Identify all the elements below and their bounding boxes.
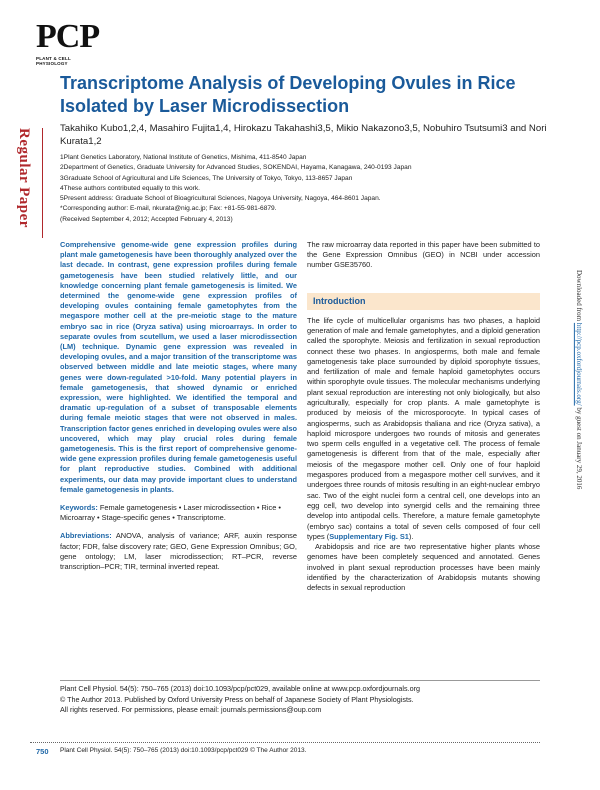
received-dates: (Received September 4, 2012; Accepted February 4, 2013) [60, 215, 233, 223]
copyright-footnote: © The Author 2013. Published by Oxford University Press on behalf of Japanese Society of Plant Physiologists. [60, 694, 414, 704]
footnotes [60, 684, 540, 716]
section-label [15, 128, 39, 248]
paragraph: Arabidopsis and rice are two representative higher plants whose genomes have been completely sequenced and annotated. Genes involved in plant sexual reproduction processes have been mainly identified by the characterization of Arabidopsis mutants showing defects in sexual reproduction [307, 542, 540, 593]
affiliation: 2Department of Genetics, Graduate University for Advanced Studies, SOKENDAI, Hayama, Kanagawa, 240-0193 Japan [60, 164, 412, 172]
affiliation: 1Plant Genetics Laboratory, National Institute of Genetics, Mishima, 411-8540 Japan [60, 154, 307, 161]
article-title: Transcriptome Analysis of Developing Ovules in Rice Isolated by Laser Microdissection [60, 73, 516, 116]
logo-text: PCP [36, 18, 100, 55]
introduction-heading: Introduction [307, 293, 540, 310]
citation-footnote: Plant Cell Physiol. 54(5): 750–765 (2013) doi:10.1093/pcp/pct029, available online at www.pcp.oxfordjournals.org [60, 684, 420, 693]
introduction-body [307, 316, 540, 594]
affiliation: 5Present address: Graduate School of Bioagricultural Sciences, Nagoya University, Nagoya, 464-8601 Japan. [60, 195, 381, 203]
left-column [60, 240, 297, 572]
permissions-footnote: All rights reserved. For permissions, please email: journals.permissions@oup.com [60, 705, 322, 714]
keywords-label: Keywords: [60, 503, 98, 513]
download-note [575, 270, 583, 489]
abbreviations [60, 531, 297, 572]
paragraph-text: The life cycle of multicellular organisms has two phases, a haploid generation of male and female gametophytes, and a diploid generation called the sporophyte. Meiosis and fertilization in sexual reproduction connect these two phases. In angiosperms, both male and female gametogenesis take place surrounded by diploid sporophyte tissues, and fertilization of male and female haploid gametophytes occurs within sporophyte ovule tissues. The molecular mechanisms underlying plant sexual reproduction are interesting not only biologically, but also agriculturally, especially for crop plants. A male gametophyte is produced by meiosis of the microsporocyte. In typical cases of angiosperms, such as Arabidopsis thaliana and rice (Oryza sativa), a haploid microspore undergoes two rounds of mitosis and generates two sperm cells engulfed in a vegetative cell. The process of female gametogenesis is different from that of the male, especially after meiosis of the megaspore mother cell. Only one of four haploid megaspores produced from a megaspore mother cell survives, and it undergoes three rounds of mitosis resulting in an eight-nuclear embryo sac. Two of the eight nuclei form a central cell, one develops into an egg cell, two develop into synergid cells and the remaining three develop into antipodal cells. Therefore, a mature female gametophyte (embryo sac) contains a total of seven cells composed of four cell types ( [307, 315, 540, 541]
footer-citation: Plant Cell Physiol. 54(5): 750–765 (2013) doi:10.1093/pcp/pct029 © The Author 2013. [60, 747, 307, 754]
footnote-divider [60, 680, 540, 681]
keywords [60, 503, 297, 523]
corresponding-author: *Corresponding author: E-mail, nkurata@nig.ac.jp; Fax: +81-55-981-6879. [60, 205, 277, 213]
logo-subtitle: PLANT & CELL PHYSIOLOGY [36, 56, 71, 66]
author-list: Takahiko Kubo1,2,4, Masahiro Fujita1,4, Hirokazu Takahashi3,5, Mikio Nakazono3,5, Nobuhiro Tsutsumi3 and Nori Kurata1,2 [60, 123, 547, 147]
page-number: 750 [36, 747, 49, 756]
download-suffix: by guest on January 29, 2016 [575, 405, 583, 490]
section-rule [42, 128, 43, 238]
affiliation: 4These authors contributed equally to this work. [60, 184, 201, 192]
abbreviations-text: ANOVA, analysis of variance; ARF, auxin response factor; FDR, false discovery rate; GEO, Gene Expression Omnibus; GO, gene ontology; LM, laser microdissection; RT–PCR, reverse transcription–PCR; TIR, terminal inverted repeat. [60, 531, 297, 572]
journal-logo [36, 18, 100, 66]
affiliations [60, 153, 560, 225]
download-link[interactable]: http://pcp.oxfordjournals.org/ [575, 322, 583, 406]
paragraph [307, 316, 540, 543]
abstract: Comprehensive genome-wide gene expression profiles during plant male gametogenesis have been thoroughly analyzed over the last decade. In contrast, gene expression profiles during female gametogenesis have been studied relatively little, and our knowledge concerning plant female gametogenesis is limited. We determined the genome-wide gene expression profiles of developing ovules containing female gametophytes from the megaspore mother cell at the pre-meiotic stage to the mature embryo sac in rice (Oryza sativa) using microarrays. In order to separate ovules from scutellum, we used a laser microdissection (LM) technique. Dynamic gene expression was revealed in developing ovules, and a major transition of the transcriptome was observed between middle and late meiotic stages, where many genes were down-regulated >10-fold. Many potential players in female gametogenesis, that showed dynamic or enriched expression, were highlighted. We identified the temporal and dramatic up-regulation of a subset of transposable elements during female meiotic stages that were not observed in males. Transcription factor genes enriched in developing ovules were also uncovered, which may play crucial roles during female gametogenesis. This is the first report of comprehensive genome-wide gene expression profiles during female gametogenesis useful for plant reproductive studies. Combined with additional experiments, our data may provide important clues to understand female gametogenesis in plants. [60, 240, 297, 494]
affiliation: 3Graduate School of Agricultural and Life Sciences, The University of Tokyo, Tokyo, 113-8657 Japan [60, 174, 353, 182]
right-column [307, 240, 540, 594]
supplementary-figure-link[interactable]: Supplementary Fig. S1 [329, 531, 409, 541]
footer-divider [30, 742, 540, 743]
abbreviations-label: Abbreviations: [60, 531, 112, 541]
paragraph-text: ). [408, 531, 414, 541]
download-prefix: Downloaded from [575, 270, 583, 323]
section-label-text: Regular Paper [16, 128, 32, 228]
keywords-text: Female gametogenesis • Laser microdissection • Rice • Microarray • Stage-specific genes • Transcriptome. [60, 503, 281, 523]
geo-statement: The raw microarray data reported in this paper have been submitted to the Gene Expression Omnibus (GEO) in NCBI under accession number GSE35760. [307, 240, 540, 270]
